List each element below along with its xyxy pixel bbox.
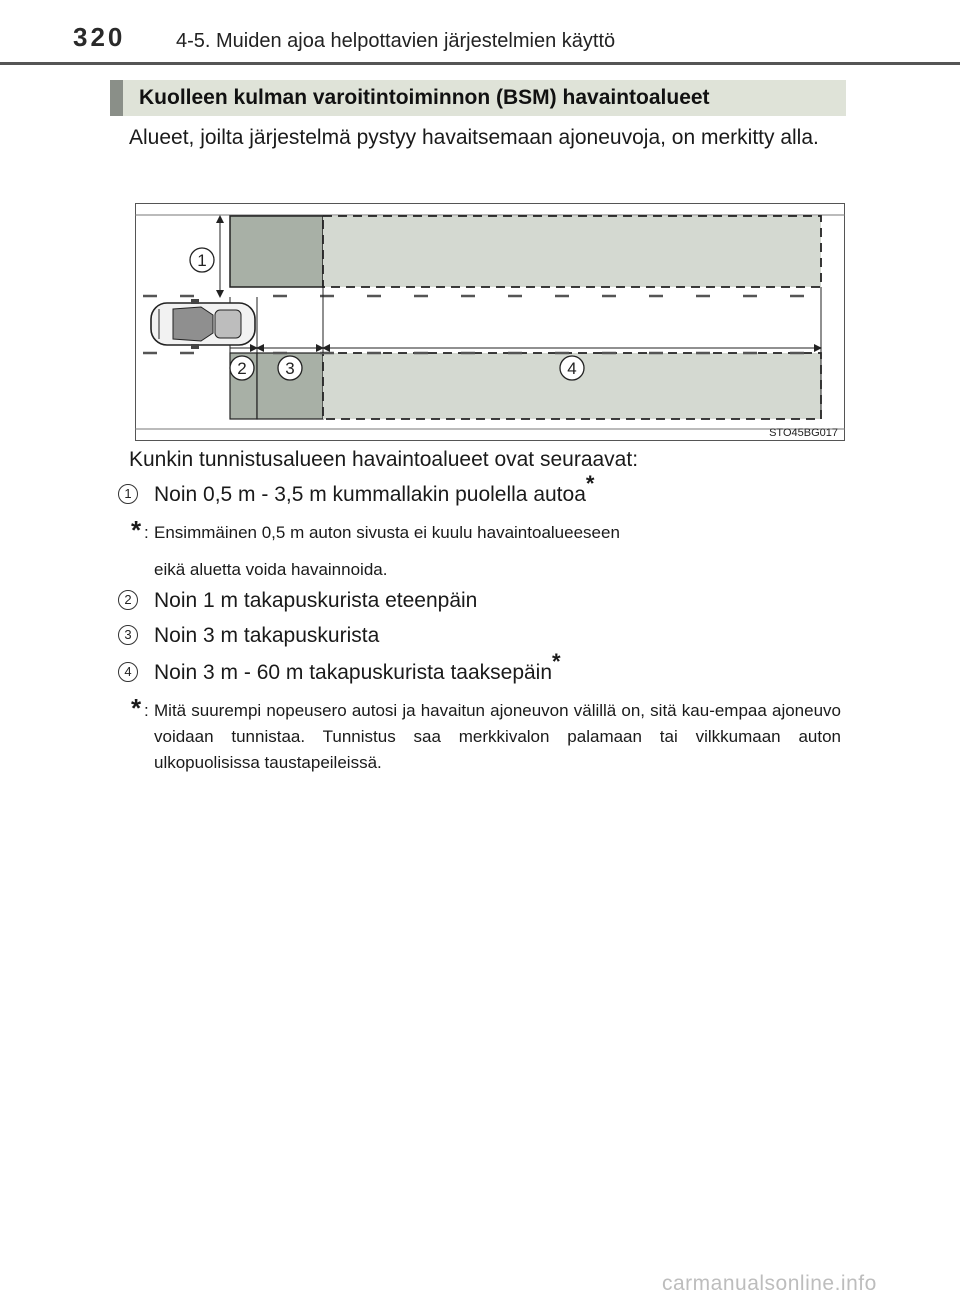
item-text: Noin 1 m takapuskurista eteenpäin (154, 589, 478, 612)
lead-sentence: Kunkin tunnistusalueen havaintoalueet ovat seuraavat: (129, 448, 639, 471)
item-number-badge: 3 (118, 625, 138, 645)
page-number: 320 (73, 22, 126, 52)
item-number-badge: 1 (118, 484, 138, 504)
callout-1 (190, 248, 214, 272)
callout-1-label: 1 (197, 251, 207, 270)
footnote-star: * (552, 649, 561, 674)
callout-2 (230, 356, 254, 380)
footnote-star: * (585, 471, 595, 496)
footnote-text-line2: eikä aluetta voida havainnoida. (154, 560, 388, 579)
callout-4-label: 4 (567, 359, 577, 378)
car-icon (151, 299, 255, 349)
watermark: carmanualsonline.info (662, 1272, 877, 1295)
footnote-colon: : (144, 523, 149, 542)
running-head: 4-5. Muiden ajoa helpottavien järjestelmien käyttö (176, 30, 616, 52)
item-text: Noin 3 m takapuskurista (154, 624, 380, 647)
intro-paragraph: Alueet, joilta järjestelmä pystyy havaitsemaan ajoneuvoja, on merkitty alla. (129, 126, 819, 149)
item-number-badge: 2 (118, 590, 138, 610)
zone-4-upper (323, 216, 821, 287)
item-number-badge: 4 (118, 662, 138, 682)
footnote-text: Ensimmäinen 0,5 m auton sivusta ei kuulu havaintoalueeseen (154, 523, 620, 542)
callout-4 (560, 356, 584, 380)
footnote-text: Mitä suurempi nopeusero autosi ja havaitun ajoneuvon välillä on, sitä kau-empaa ajoneuvo voidaan tunnistaa. Tunnistus saa merkkivalon palamaan tai vilkkumaan auton ulkopuolisissa taustapeileissä. (154, 701, 841, 772)
callout-3-label: 3 (285, 359, 295, 378)
footnote-colon: : (144, 701, 149, 720)
item-text: Noin 0,5 m - 3,5 m kummallakin puolella autoa (154, 483, 586, 506)
zone-1-upper (230, 216, 323, 287)
item-text: Noin 3 m - 60 m takapuskurista taaksepäin (154, 661, 553, 684)
bsm-detection-area-figure (135, 203, 845, 441)
header-rule (0, 62, 960, 65)
callout-2-label: 2 (237, 359, 247, 378)
section-heading-bar (110, 80, 846, 116)
section-title: Kuolleen kulman varoitintoiminnon (BSM) havaintoalueet (139, 86, 710, 109)
figure-code: STO45BG017 (769, 427, 838, 439)
footnote-star: * (131, 515, 142, 545)
road-diagram (135, 203, 845, 441)
footnote-star: * (131, 693, 142, 723)
callout-3 (278, 356, 302, 380)
